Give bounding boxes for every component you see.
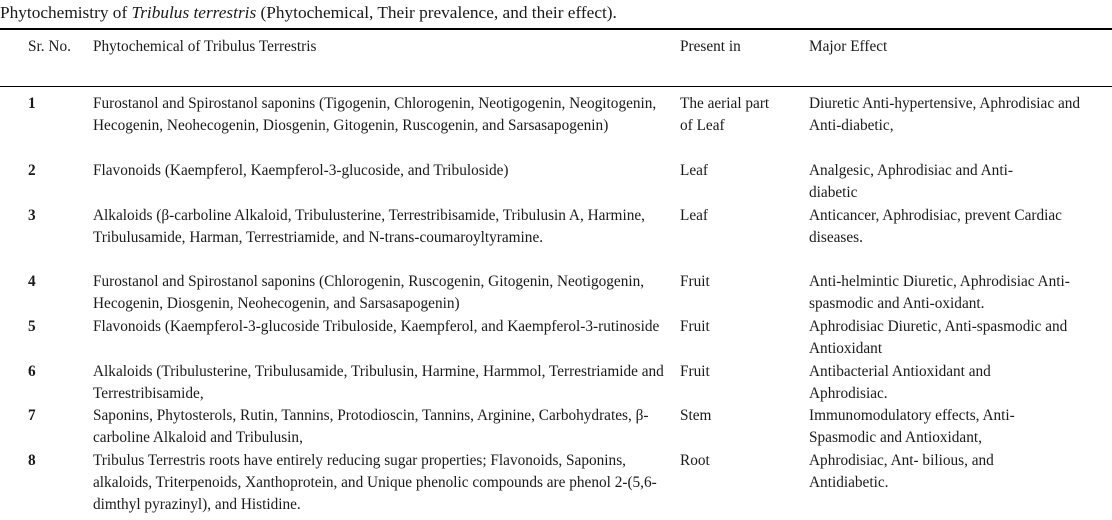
row-sr: 5 [28, 318, 36, 335]
row-present-in: Fruit [680, 318, 710, 335]
row-effect: Antibacterial Antioxidant and Aphrodisiac. [809, 363, 991, 402]
row-effect: Anti-helmintic Diuretic, Aphrodisiac Anti-spasmodic and Anti-oxidant. [809, 273, 1070, 312]
row-effect: Aphrodisiac Diuretic, Anti-spasmodic and Antioxidant [809, 318, 1068, 357]
row-sr: 7 [28, 407, 36, 424]
row-sr: 3 [28, 207, 36, 224]
row-phytochemical: Flavonoids (Kaempferol-3-glucoside Tribuloside, Kaempferol, and Kaempferol-3-rutinoside [93, 318, 660, 335]
caption-prefix: Phytochemistry of [0, 3, 132, 22]
row-present-in: Fruit [680, 273, 710, 290]
row-phytochemical: Alkaloids (Tribulusterine, Tribulusamide, Tribulusin, Harmine, Harmmol, Terrestriamide and Terrestribisamide, [93, 363, 664, 402]
row-effect: Anticancer, Aphrodisiac, prevent Cardiac diseases. [809, 207, 1062, 246]
row-phytochemical: Flavonoids (Kaempferol, Kaempferol-3-glucoside, and Tribuloside) [93, 162, 509, 179]
row-sr: 4 [28, 273, 36, 290]
row-present-in: The aerial part of Leaf [680, 95, 770, 134]
caption-species: Tribulus terrestris [131, 3, 257, 22]
table-caption [0, 2, 617, 24]
row-sr: 8 [28, 452, 36, 469]
row-sr: 2 [28, 162, 36, 179]
caption-suffix: (Phytochemical, Their prevalence, and their effect). [256, 3, 617, 22]
table-header-rule [0, 86, 1112, 87]
row-effect: Immunomodulatory effects, Anti-Spasmodic and Antioxidant, [809, 407, 1015, 446]
row-present-in: Leaf [680, 207, 709, 224]
row-present-in: Stem [680, 407, 712, 424]
row-sr: 1 [28, 95, 36, 112]
row-phytochemical: Furostanol and Spirostanol saponins (Tigogenin, Chlorogenin, Neotigogenin, Neogitogenin, Hecogenin, Neohecogenin, Diosgenin, Gitogenin, Ruscogenin, and Sarsasapogenin) [93, 95, 657, 134]
row-effect: Analgesic, Aphrodisiac and Anti-diabetic [809, 162, 1013, 201]
row-present-in: Leaf [680, 162, 709, 179]
row-phytochemical: Alkaloids (β-carboline Alkaloid, Tribulusterine, Terrestribisamide, Tribulusin A, Harmine, Tribulusamide, Harman, Terrestriamide, and N-trans-coumaroyltyramine. [93, 207, 645, 246]
header-present-in: Present in [680, 38, 741, 55]
row-phytochemical: Furostanol and Spirostanol saponins (Chlorogenin, Ruscogenin, Gitogenin, Neotigogenin, Hecogenin, Diosgenin, Neohecogenin, and Sarsasapogenin) [93, 273, 645, 312]
row-sr: 6 [28, 363, 36, 380]
header-sr: Sr. No. [28, 38, 71, 55]
row-present-in: Root [680, 452, 710, 469]
header-phytochemical: Phytochemical of Tribulus Terrestris [93, 38, 317, 55]
row-effect: Diuretic Anti-hypertensive, Aphrodisiac and Anti-diabetic, [809, 95, 1081, 134]
row-present-in: Fruit [680, 363, 710, 380]
row-phytochemical: Tribulus Terrestris roots have entirely reducing sugar properties; Flavonoids, Saponins, alkaloids, Triterpenoids, Xanthoprotein, and Unique phenolic compounds are phenol 2-(5,6-dimthyl pyrazinyl), and Histidine. [93, 452, 657, 513]
row-phytochemical: Saponins, Phytosterols, Rutin, Tannins, Protodioscin, Tannins, Arginine, Carbohydrates, β-carboline Alkaloid and Tribulusin, [93, 407, 649, 446]
table-top-rule [0, 28, 1112, 30]
row-effect: Aphrodisiac, Ant- bilious, and Antidiabetic. [809, 452, 994, 491]
header-effect: Major Effect [809, 38, 888, 55]
